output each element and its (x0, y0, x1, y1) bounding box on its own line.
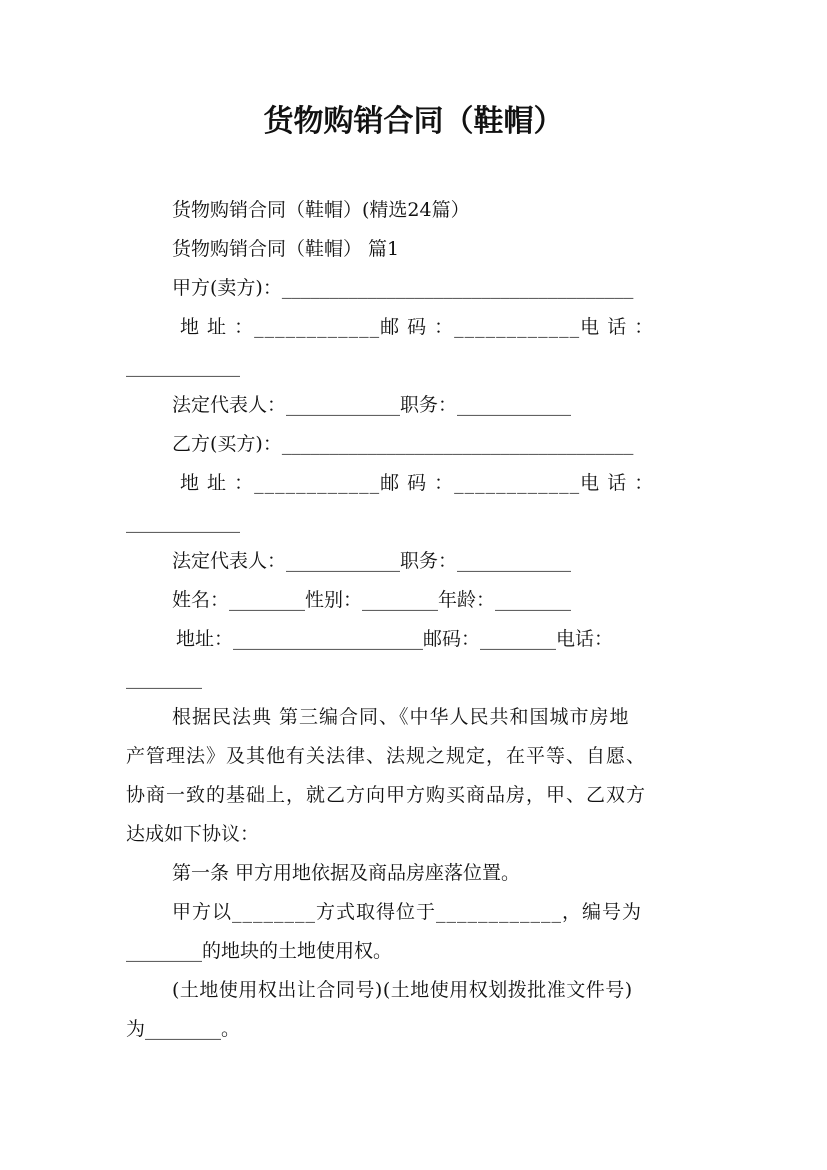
document-subtitle: 货物购销合同（鞋帽）(精选24篇） (172, 199, 470, 221)
article-1-line-2: ________的地块的土地使用权。 (126, 940, 393, 962)
seller-representative-line: 法定代表人：____________职务：____________ (172, 394, 572, 416)
basis-paragraph-line-4: 达成如下协议： (126, 823, 260, 845)
personal-address-line: 地址：____________________邮码：________电话： (176, 628, 614, 650)
buyer-representative-line: 法定代表人：____________职务：____________ (172, 550, 572, 572)
seller-phone-blank: ____________ (126, 355, 240, 377)
section-header: 货物购销合同（鞋帽） 篇1 (172, 238, 400, 260)
article-1-heading: 第一条 甲方用地依据及商品房座落位置。 (172, 862, 521, 884)
seller-party-line: 甲方(卖方)：_____________________________________ (172, 277, 634, 299)
basis-paragraph-line-1: 根据民法典 第三编合同、《中华人民共和国城市房地 (172, 706, 630, 728)
basis-paragraph-line-3: 协商一致的基础上，就乙方向甲方购买商品房，甲、乙双方 (126, 784, 647, 806)
article-1-line-1: 甲方以________方式取得位于____________，编号为 (172, 901, 643, 923)
personal-phone-blank: ________ (126, 667, 202, 689)
buyer-address-line: 地 址 ：____________邮 码 ：____________电 话 ： (180, 472, 655, 494)
personal-info-line: 姓名：________性别：________年龄：________ (172, 589, 572, 611)
document-title: 货物购销合同（鞋帽） (263, 104, 564, 139)
article-1-line-3: (土地使用权出让合同号)(土地使用权划拨批准文件号) (172, 979, 633, 1001)
article-1-line-4: 为________。 (126, 1018, 241, 1040)
buyer-party-line: 乙方(买方)：_____________________________________ (172, 433, 634, 455)
basis-paragraph-line-2: 产管理法》及其他有关法律、法规之规定，在平等、自愿、 (126, 745, 647, 767)
seller-address-line: 地 址 ：____________邮 码 ：____________电 话 ： (180, 316, 655, 338)
buyer-phone-blank: ____________ (126, 511, 240, 533)
